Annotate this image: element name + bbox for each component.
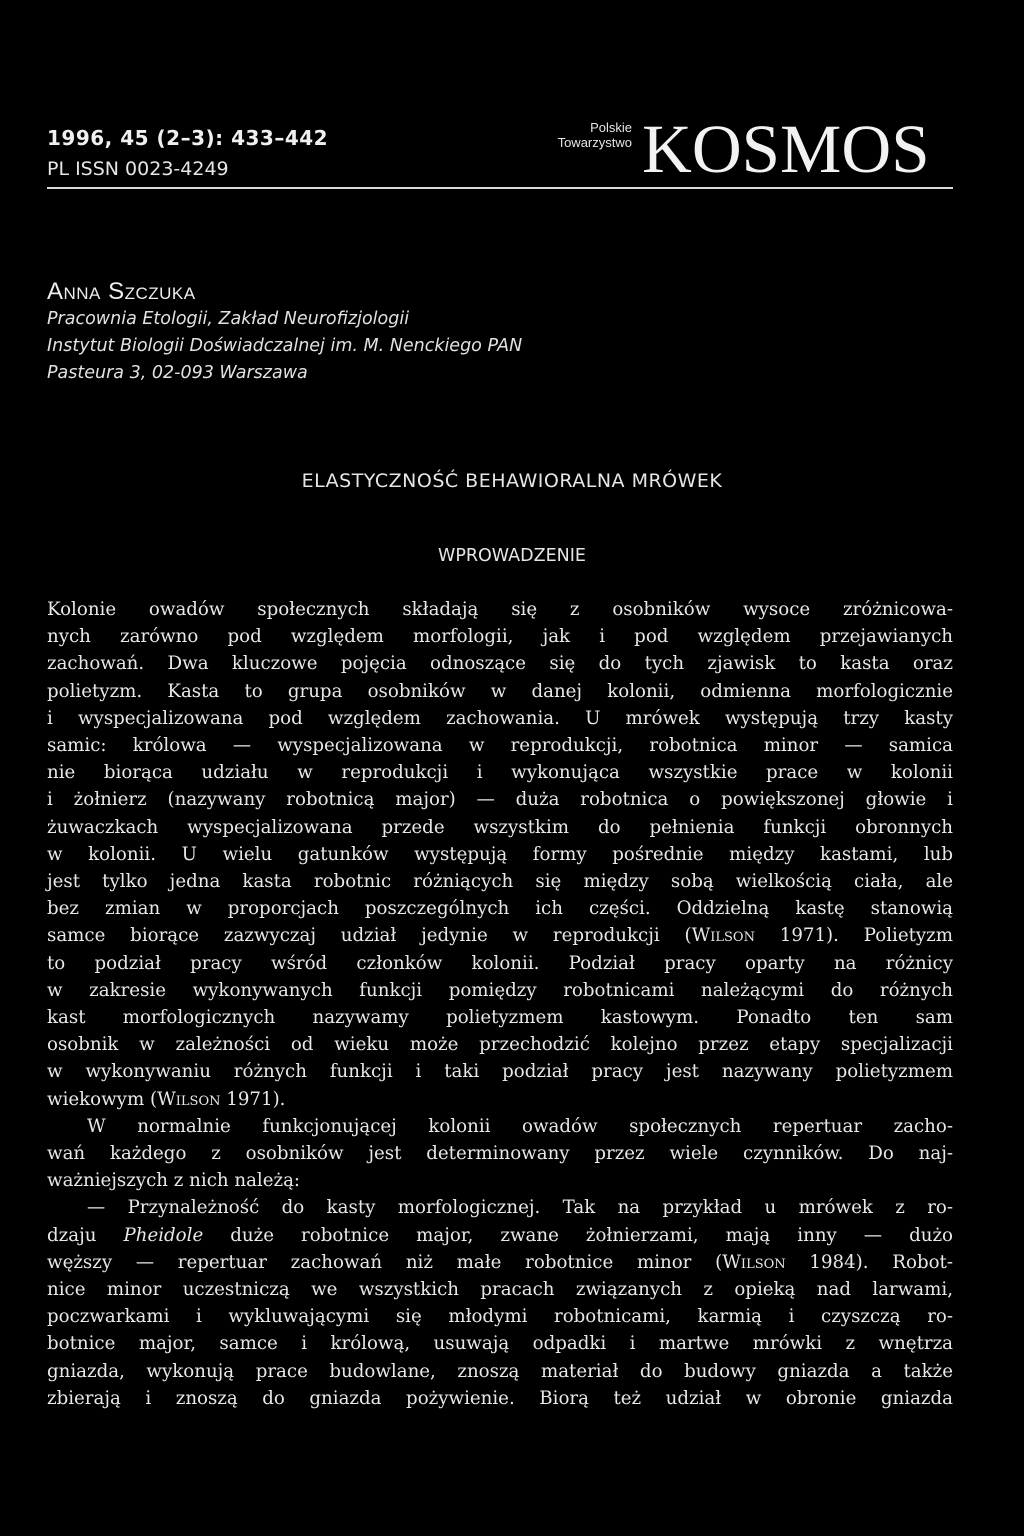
text-segment: dzaju: [47, 1224, 124, 1246]
affiliation-line: Pracownia Etologii, Zakład Neurofizjologii: [47, 309, 410, 329]
society-line-1: Polskie: [590, 120, 632, 135]
header-rule: [47, 187, 953, 189]
text-line: gniazda, wykonują prace budowlane, znoszą materiał do budowy gniazda a także: [47, 1360, 953, 1382]
author-name: Anna Szczuka: [47, 278, 196, 305]
text-line: botnice major, samce i królową, usuwają odpadki i martwe mrówki z wnętrza: [47, 1333, 953, 1355]
text-line: w wykonywaniu różnych funkcji i taki podział pracy jest nazywany polietyzmem: [47, 1061, 953, 1083]
text-line: Kolonie owadów społecznych składają się z osobników wysoce zróżnicowa-: [47, 599, 953, 620]
text-segment: 1984). Robot-: [785, 1251, 953, 1273]
text-line: [47, 1249, 953, 1276]
text-segment: 1971). Polietyzm: [754, 925, 954, 947]
text-line: [47, 1222, 953, 1249]
journal-name: KOSMOS: [642, 111, 930, 187]
text-line: — Przynależność do kasty morfologicznej. Tak na przykład u mrówek z ro-: [87, 1197, 953, 1219]
section-heading: WPROWADZENIE: [438, 546, 586, 566]
text-line: nice minor uczestniczą we wszystkich pracach związanych z opieką nad larwami,: [47, 1279, 953, 1301]
text-line: jest tylko jedna kasta robotnic różniących się między sobą wielkością ciała, ale: [47, 871, 953, 893]
text-segment: wiekowym (: [47, 1088, 158, 1110]
text-line: w zakresie wykonywanych funkcji pomiędzy robotnicami należącymi do różnych: [47, 979, 953, 1001]
text-segment: samce biorące zazwyczaj udział jedynie w reprodukcji (: [47, 925, 692, 947]
genus-name: Pheidole: [123, 1224, 204, 1246]
text-line: [47, 922, 953, 949]
text-line: w kolonii. U wielu gatunków występują formy pośrednie między kastami, lub: [47, 843, 953, 865]
text-line: W normalnie funkcjonującej kolonii owadów społecznych repertuar zacho-: [87, 1115, 953, 1137]
text-line: [47, 1086, 953, 1113]
citation-author: Wilson: [722, 1251, 786, 1273]
text-line: ważniejszych z nich należą:: [47, 1170, 301, 1192]
citation-author: Wilson: [691, 925, 755, 947]
society-line-2: Towarzystwo: [557, 135, 632, 150]
journal-citation: 1996, 45 (2–3): 433–442: [47, 126, 329, 150]
text-line: bez zmian w proporcjach poszczególnych ich części. Oddzielną kastę stanowią: [47, 898, 953, 920]
text-line: polietyzm. Kasta to grupa osobników w danej kolonii, odmienna morfologicznie: [47, 680, 953, 702]
text-line: nie biorąca udziału w reprodukcji i wykonująca wszystkie prace w kolonii: [47, 762, 953, 784]
affiliation: [47, 306, 522, 387]
issn: PL ISSN 0023-4249: [47, 158, 229, 180]
text-line: to podział pracy wśród członków kolonii. Podział pracy oparty na różnicy: [47, 952, 953, 974]
text-line: kast morfologicznych nazywamy polietyzmem kastowym. Ponadto ten sam: [47, 1007, 953, 1029]
society-label: [528, 120, 632, 150]
text-line: i wyspecjalizowana pod względem zachowania. U mrówek występują trzy kasty: [47, 707, 953, 729]
text-line: wań każdego z osobników jest determinowany przez wiele czynników. Do naj-: [47, 1143, 953, 1165]
citation-author: Wilson: [157, 1088, 221, 1110]
text-line: zbierają i znoszą do gniazda pożywienie. Biorą też udział w obronie gniazda: [47, 1387, 953, 1409]
text-line: osobnik w zależności od wieku może przechodzić kolejno przez etapy specjalizacji: [47, 1034, 953, 1056]
affiliation-line: Instytut Biologii Doświadczalnej im. M. Nenckiego PAN: [47, 336, 523, 356]
article-title: ELASTYCZNOŚĆ BEHAWIORALNA MRÓWEK: [301, 470, 723, 492]
text-segment: 1971).: [220, 1088, 286, 1110]
text-segment: duże robotnice major, zwane żołnierzami, mają inny — dużo: [203, 1224, 954, 1246]
text-line: i żołnierz (nazywany robotnicą major) — duża robotnica o powiększonej głowie i: [47, 789, 953, 811]
affiliation-line: Pasteura 3, 02-093 Warszawa: [47, 363, 308, 383]
text-line: samic: królowa — wyspecjalizowana w reprodukcji, robotnica minor — samica: [47, 735, 953, 757]
text-segment: węższy — repertuar zachowań niż małe robotnice minor (: [47, 1251, 723, 1273]
body-text: [47, 596, 953, 1412]
text-line: zachowań. Dwa kluczowe pojęcia odnoszące się do tych zjawisk to kasta oraz: [47, 653, 953, 675]
text-line: nych zarówno pod względem morfologii, jak i pod względem przejawianych: [47, 626, 953, 648]
text-line: żuwaczkach wyspecjalizowana przede wszystkim do pełnienia funkcji obronnych: [47, 816, 953, 838]
text-line: poczwarkami i wykluwającymi się młodymi robotnicami, karmią i czyszczą ro-: [47, 1306, 953, 1328]
